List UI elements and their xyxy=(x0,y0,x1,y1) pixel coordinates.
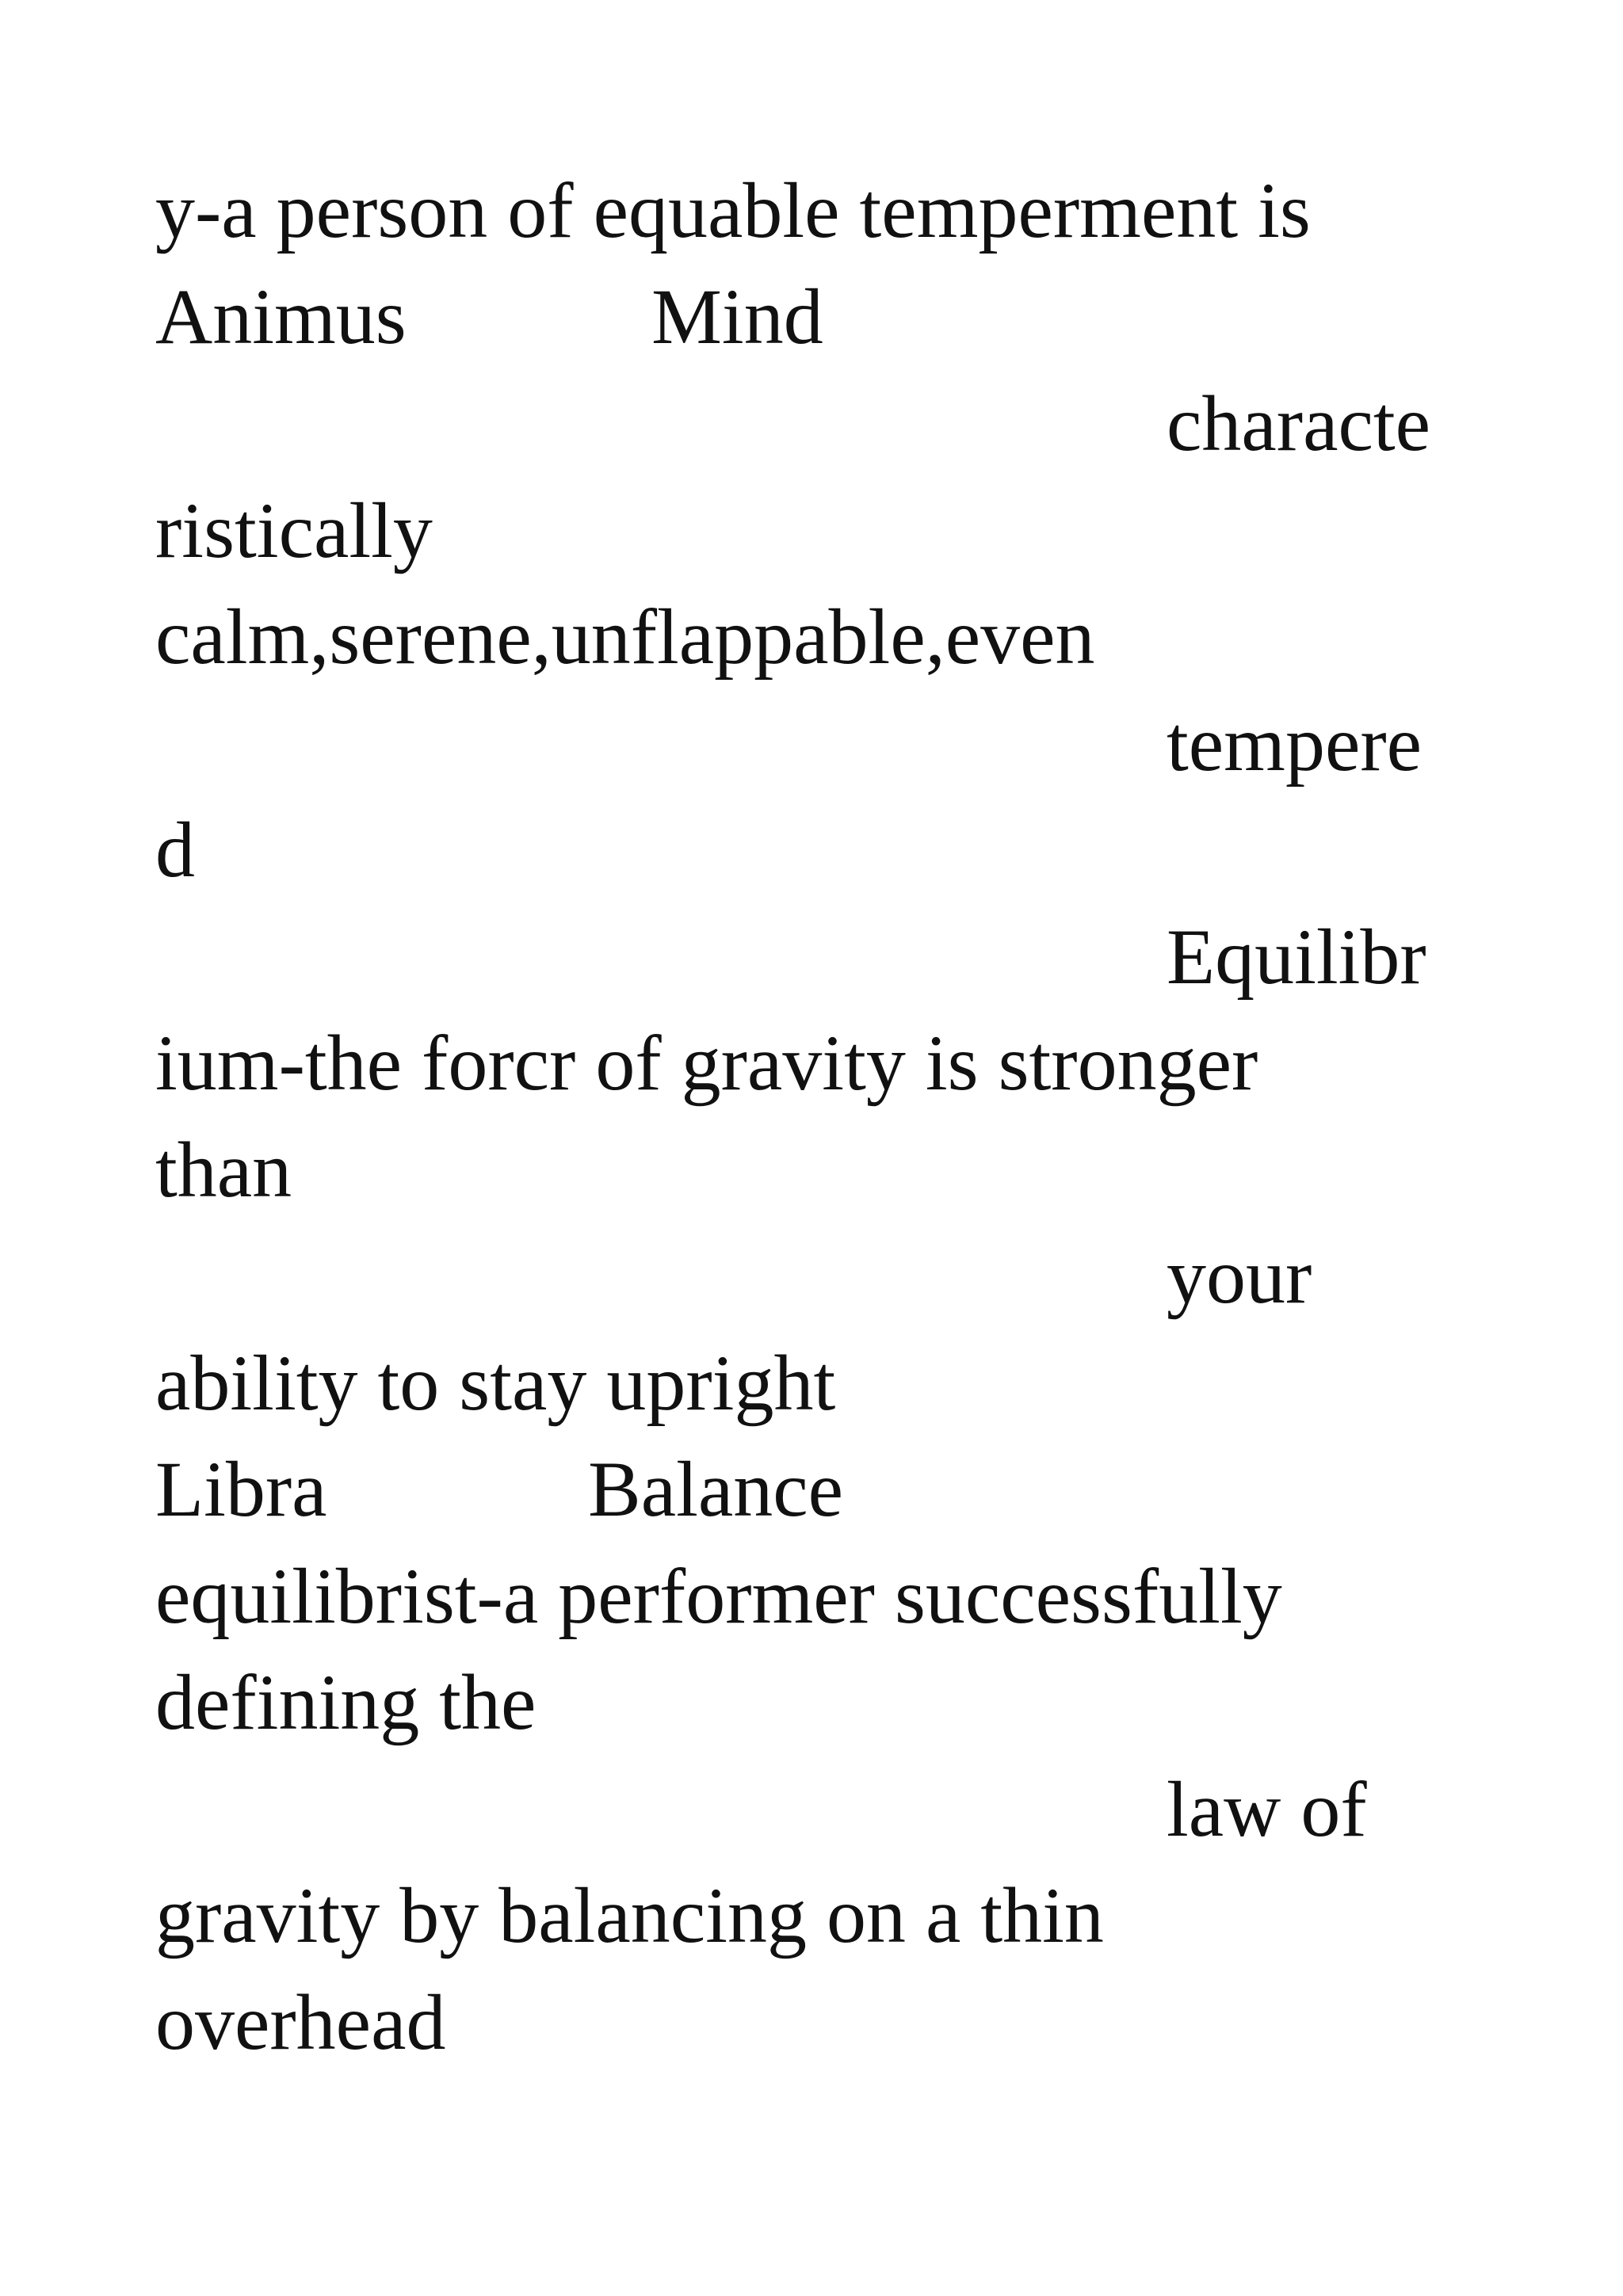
text-line: Balance xyxy=(588,1445,844,1533)
text-line: ium-the forcr of gravity is stronger xyxy=(155,1019,1258,1107)
text-line: Equilibr xyxy=(1167,913,1426,1001)
text-line: gravity by balancing on a thin xyxy=(155,1871,1104,1959)
text-line: tempere xyxy=(1167,700,1423,788)
text-line: characte xyxy=(1167,379,1431,467)
text-line: defining the xyxy=(155,1658,537,1746)
text-line: ability to stay upright xyxy=(155,1339,836,1427)
text-line: overhead xyxy=(155,1978,446,2066)
text-line: y-a person of equable temperment is xyxy=(155,166,1311,254)
text-line: ristically xyxy=(155,486,433,574)
text-line: equilibrist-a performer successfully xyxy=(155,1552,1282,1640)
text-line: than xyxy=(155,1126,292,1214)
text-line: d xyxy=(155,806,195,894)
text-line: calm,serene,unflappable,even xyxy=(155,593,1095,681)
text-line: Mind xyxy=(651,273,823,360)
text-line: Libra xyxy=(155,1445,327,1533)
text-line: Animus xyxy=(155,273,407,360)
text-line: your xyxy=(1167,1232,1312,1320)
text-line: law of xyxy=(1167,1765,1367,1853)
